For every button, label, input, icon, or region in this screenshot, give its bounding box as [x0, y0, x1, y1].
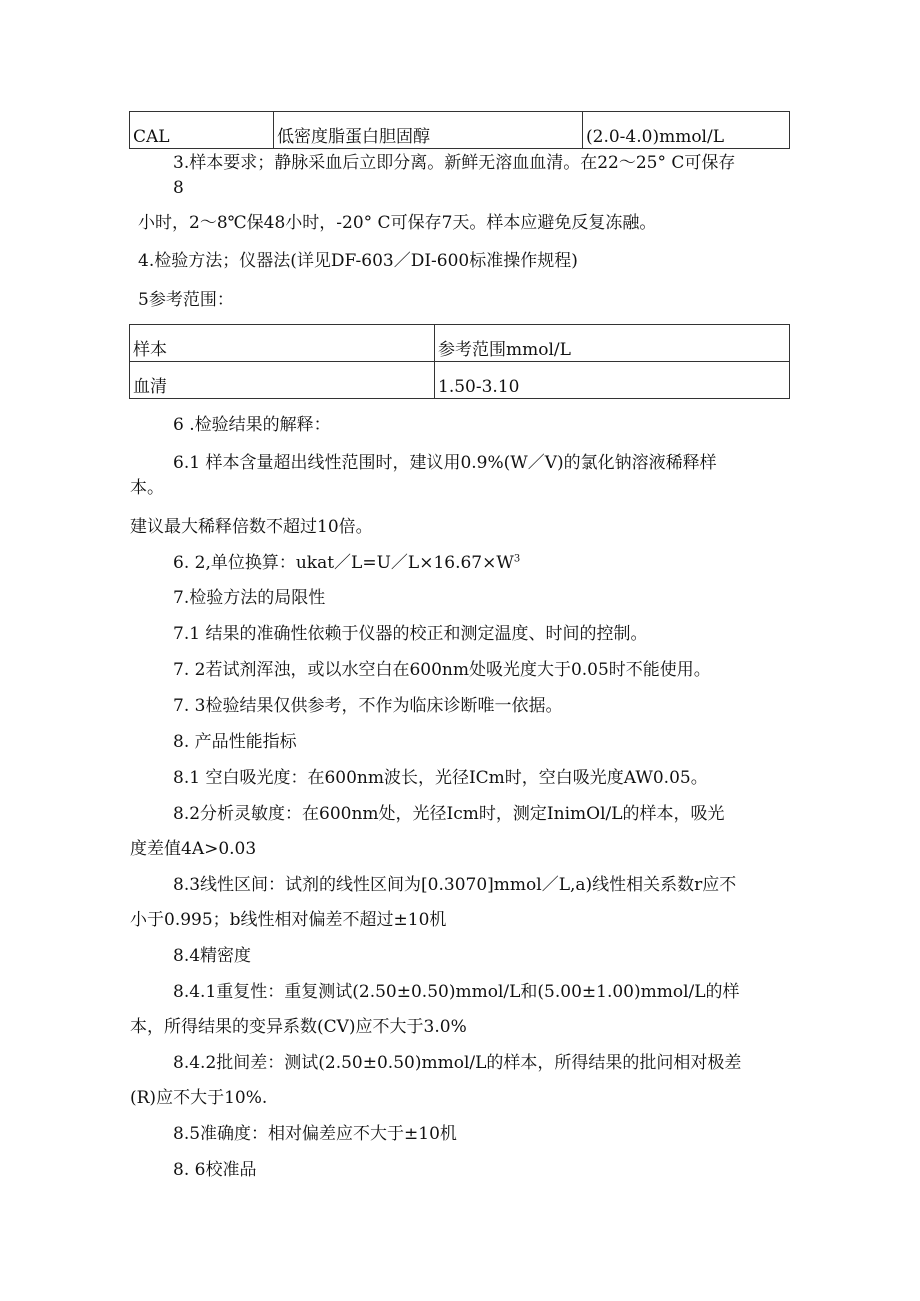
paragraph-sample-requirements-wrap: 8 [173, 178, 184, 198]
paragraph-method-limitations: 7.检验方法的局限性 [173, 588, 326, 608]
paragraph-result-interpretation: 6 .检验结果的解释： [173, 415, 331, 435]
superscript: 3 [513, 553, 521, 565]
paragraph-6-2 [173, 552, 520, 574]
table-header-cell: 样本 [130, 325, 435, 362]
paragraph-8-4-1: 8.4.1重复性：重复测试(2.50±0.50)mmol/L和(5.00±1.00)mmol/L的样 [173, 982, 740, 1002]
paragraph-8-1: 8.1 空白吸光度：在600nm波长，光径ICm时，空白吸光度AW0.05。 [173, 768, 708, 788]
paragraph-reference-range-heading: 5参考范围： [138, 290, 234, 310]
table-cell: 1.50-3.10 [435, 362, 790, 399]
paragraph-6-1: 6.1 样本含量超出线性范围时，建议用0.9%(W／V)的氯化钠溶液稀释样 [173, 453, 717, 473]
paragraph-6-1-wrap: 本。 [130, 478, 164, 498]
paragraph-calibrator: 8. 6校准品 [173, 1160, 257, 1180]
paragraph-test-method: 4.检验方法；仪器法(详见DF-603／DI-600标准操作规程) [138, 251, 578, 271]
table-row [130, 325, 790, 362]
unit-conversion-text: 6. 2,单位换算：ukat／L=U／L×16.67×W [173, 553, 514, 573]
table-cell: CAL [130, 112, 274, 149]
reference-range-table [129, 324, 790, 399]
paragraph-6-1-cont: 建议最大稀释倍数不超过10倍。 [130, 517, 373, 537]
paragraph-precision: 8.4精密度 [173, 946, 252, 966]
assay-info-table [129, 111, 790, 149]
paragraph-performance-indicators: 8. 产品性能指标 [173, 732, 297, 752]
paragraph-8-2: 8.2分析灵敏度：在600nm处，光径Icm时，测定InimOl/L的样本，吸光 [173, 804, 725, 824]
paragraph-8-4-2: 8.4.2批间差：测试(2.50±0.50)mmol/L的样本，所得结果的批问相对极差 [173, 1053, 742, 1073]
paragraph-8-4-2-wrap: (R)应不大于10%. [130, 1088, 268, 1108]
paragraph-8-3: 8.3线性区间：试剂的线性区间为[0.3070]mmol／L,a)线性相关系数r应不 [173, 875, 737, 895]
paragraph-sample-requirements-cont: 小时，2～8℃保48小时，-20° C可保存7天。样本应避免反复冻融。 [138, 213, 657, 233]
paragraph-8-3-wrap: 小于0.995；b线性相对偏差不超过±10机 [130, 910, 447, 930]
paragraph-sample-requirements: 3.样本要求；静脉采血后立即分离。新鲜无溶血血清。在22～25° C可保存 [173, 153, 736, 173]
table-cell: (2.0-4.0)mmol/L [583, 112, 790, 149]
paragraph-accuracy: 8.5准确度：相对偏差应不大于±10机 [173, 1124, 457, 1144]
table-cell: 血清 [130, 362, 435, 399]
paragraph-7-2: 7. 2若试剂浑浊，或以水空白在600nm处吸光度大于0.05时不能使用。 [173, 660, 711, 680]
paragraph-7-1: 7.1 结果的准确性依赖于仪器的校正和测定温度、时间的控制。 [173, 624, 648, 644]
table-row [130, 362, 790, 399]
table-row [130, 112, 790, 149]
paragraph-7-3: 7. 3检验结果仅供参考，不作为临床诊断唯一依据。 [173, 696, 563, 716]
table-cell: 低密度脂蛋白胆固醇 [274, 112, 583, 149]
paragraph-8-4-1-wrap: 本，所得结果的变异系数(CV)应不大于3.0% [130, 1017, 467, 1037]
table-header-cell: 参考范围mmol/L [435, 325, 790, 362]
paragraph-8-2-wrap: 度差值4A>0.03 [130, 839, 257, 859]
